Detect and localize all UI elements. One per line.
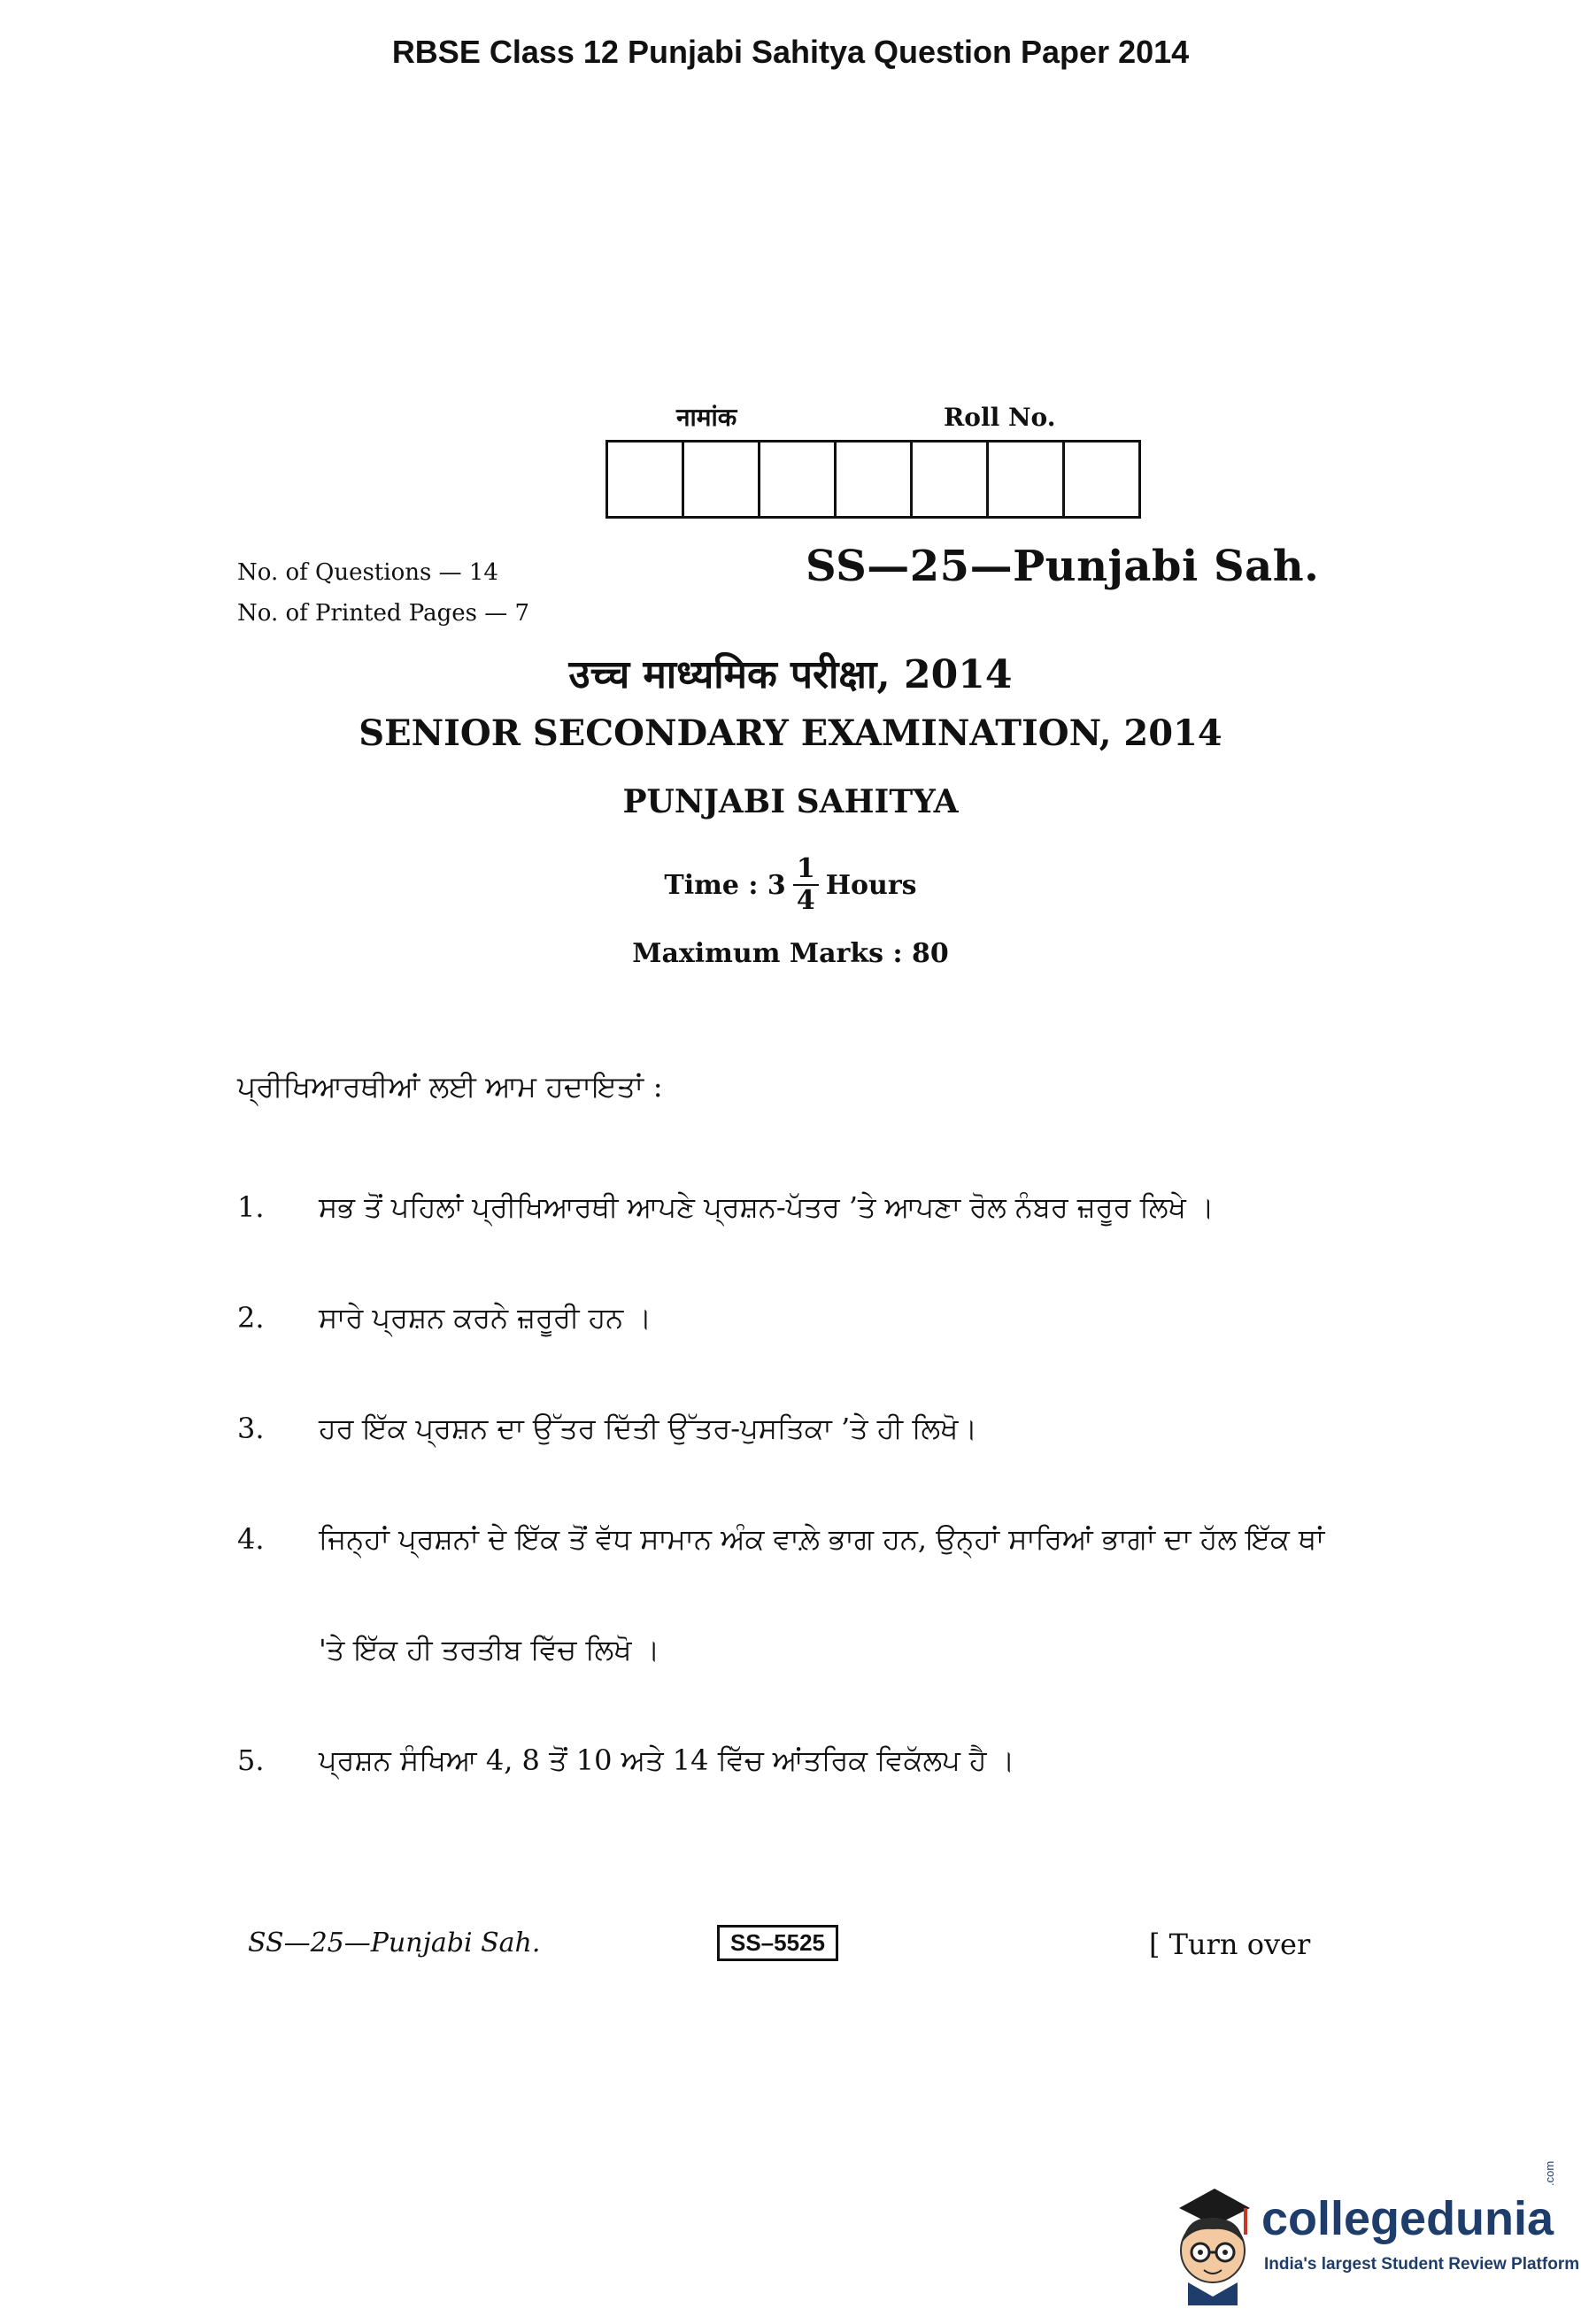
exam-title: SENIOR SECONDARY EXAMINATION, 2014 — [359, 712, 1222, 754]
roll-box — [760, 442, 837, 516]
roll-box — [913, 442, 989, 516]
instruction-text: ਜਿਨ੍ਹਾਂ ਪ੍ਰਸ਼ਨਾਂ ਦੇ ਇੱਕ ਤੋਂ ਵੱਧ ਸਾਮਾਨ ਅੰਕ ਵਾਲ਼ੇ ਭਾਗ ਹਨ, ਉਨ੍ਹਾਂ ਸਾਰਿਆਂ ਭਾਗਾਂ ਦਾ ਹੱਲ ਇੱਕ ਥਾਂ — [319, 1522, 1325, 1556]
instruction-item — [237, 1522, 1381, 1557]
roll-box — [1065, 442, 1138, 516]
roll-box — [684, 442, 760, 516]
instruction-item — [237, 1412, 1381, 1446]
footer-paper-code: SS—25—Punjabi Sah. — [248, 1928, 541, 1958]
number-of-questions: No. of Questions — 14 — [237, 559, 498, 586]
roll-label-hindi: नामांक — [676, 403, 737, 432]
instruction-item — [237, 1190, 1381, 1225]
instruction-text: ਪ੍ਰਸ਼ਨ ਸੰਖਿਆ 4, 8 ਤੋਂ 10 ਅਤੇ 14 ਵਿੱਚ ਆਂਤਰਿਕ ਵਿਕੱਲਪ ਹੈ । — [319, 1743, 1015, 1777]
roll-box — [989, 442, 1065, 516]
fraction-numerator: 1 — [793, 854, 819, 886]
instruction-number: 4. — [237, 1522, 265, 1556]
collegedunia-logo-com: .com — [1543, 2160, 1556, 2186]
instruction-number: 5. — [237, 1743, 265, 1777]
roll-box — [608, 442, 684, 516]
time-fraction — [793, 854, 819, 916]
instruction-continuation: 'ਤੇ ਇੱਕ ਹੀ ਤਰਤੀਬ ਵਿੱਚ ਲਿਖੋ । — [319, 1633, 660, 1666]
instructions-heading: ਪ੍ਰੀਖਿਆਰਥੀਆਂ ਲਈ ਆਮ ਹਦਾਇਤਾਂ : — [237, 1069, 663, 1104]
paper-code: SS—25—Punjabi Sah. — [806, 542, 1320, 591]
instruction-item — [237, 1301, 1381, 1335]
subject-title: PUNJABI SAHITYA — [622, 783, 959, 820]
roll-box — [837, 442, 913, 516]
time-allowed — [0, 854, 1581, 916]
roll-number-boxes — [605, 440, 1141, 519]
collegedunia-tagline: India's largest Student Review Platform — [1264, 2255, 1580, 2274]
instruction-number: 1. — [237, 1190, 265, 1224]
instruction-number: 2. — [237, 1301, 265, 1335]
maximum-marks: Maximum Marks : 80 — [632, 938, 949, 969]
fraction-denominator: 4 — [796, 885, 815, 916]
roll-label-english: Roll No. — [944, 403, 1056, 432]
instruction-text: ਸਭ ਤੋਂ ਪਹਿਲਾਂ ਪ੍ਰੀਖਿਆਰਥੀ ਆਪਣੇ ਪ੍ਰਸ਼ਨ-ਪੱਤਰ ’ਤੇ ਆਪਣਾ ਰੋਲ ਨੰਬਰ ਜ਼ਰੂਰ ਲਿਖੇ । — [319, 1190, 1215, 1224]
instruction-text: ਸਾਰੇ ਪ੍ਰਸ਼ਨ ਕਰਨੇ ਜ਼ਰੂਰੀ ਹਨ । — [319, 1301, 652, 1335]
turn-over-note: [ Turn over — [1149, 1928, 1311, 1961]
collegedunia-logo-text: collegedunia — [1261, 2192, 1554, 2245]
hindi-exam-title: उच्च माध्यमिक परीक्षा, 2014 — [568, 652, 1013, 697]
time-prefix: Time : 3 — [664, 869, 786, 901]
collegedunia-mascot-icon — [1161, 2173, 1259, 2305]
instruction-item — [237, 1743, 1381, 1778]
footer-series-code: SS–5525 — [717, 1925, 838, 1961]
instruction-number: 3. — [237, 1412, 265, 1445]
time-suffix: Hours — [825, 869, 917, 901]
page-header-title: RBSE Class 12 Punjabi Sahitya Question Paper 2014 — [391, 34, 1190, 70]
instruction-text: ਹਰ ਇੱਕ ਪ੍ਰਸ਼ਨ ਦਾ ਉੱਤਰ ਦਿੱਤੀ ਉੱਤਰ-ਪੁਸਤਿਕਾ ’ਤੇ ਹੀ ਲਿਖੋ। — [319, 1412, 978, 1445]
number-of-pages: No. of Printed Pages — 7 — [237, 600, 530, 627]
